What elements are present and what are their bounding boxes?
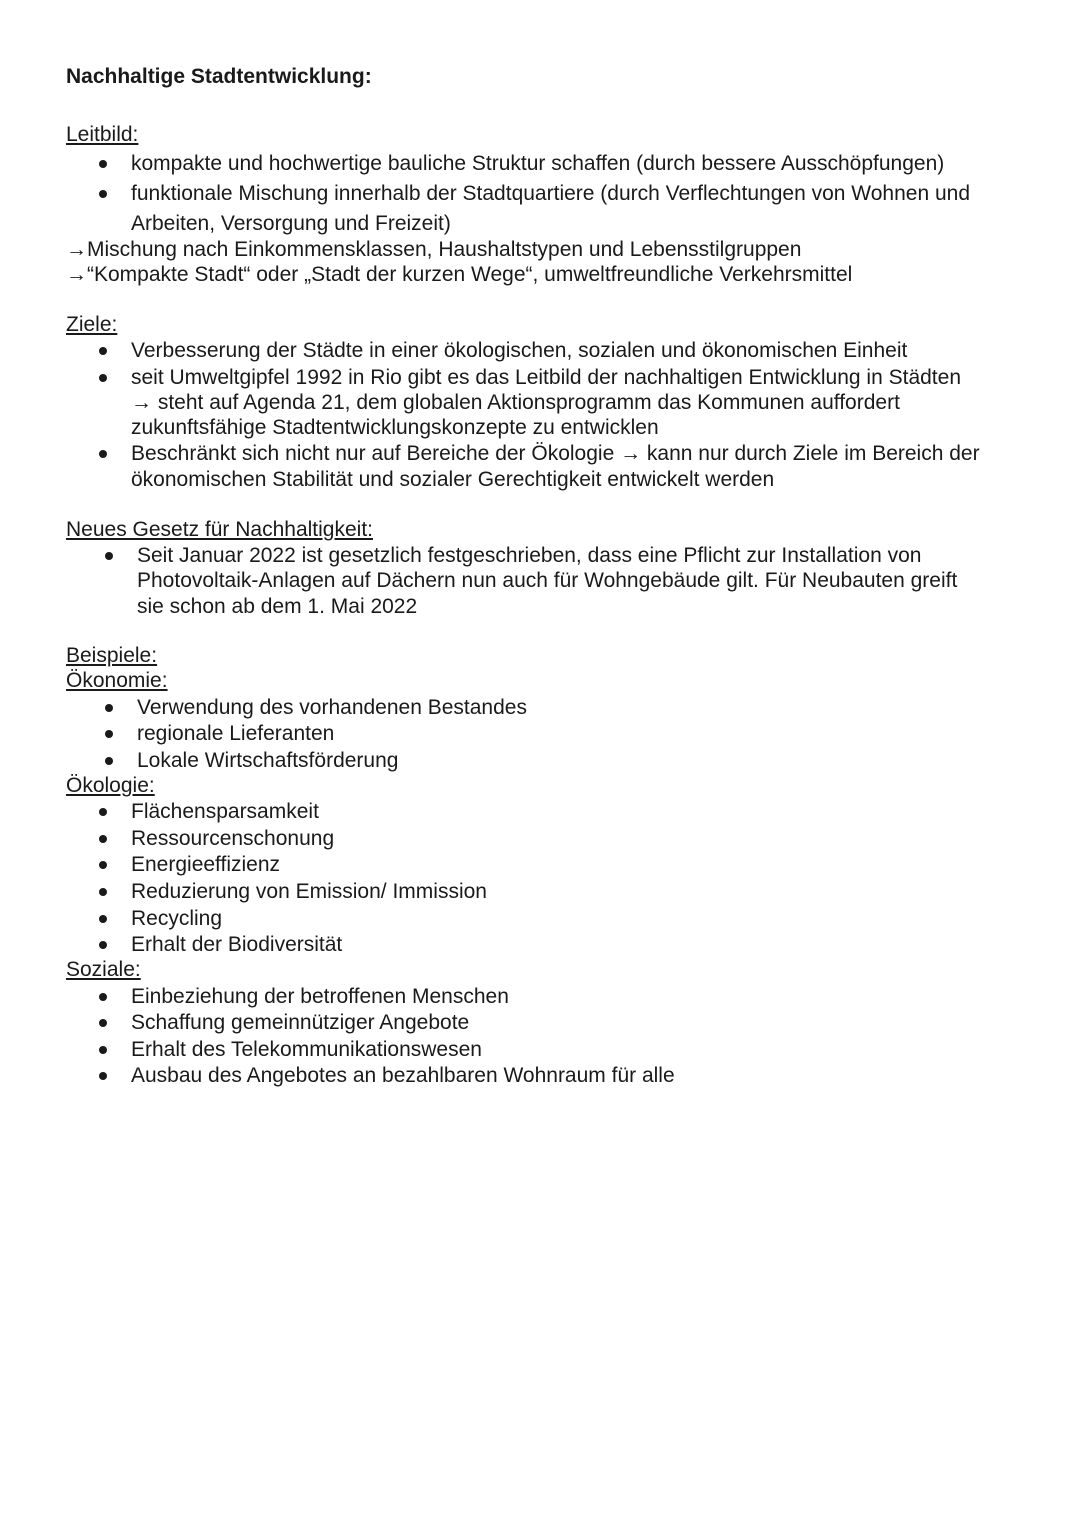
oekonomie-item: regionale Lieferanten [137, 722, 335, 745]
document-title: Nachhaltige Stadtentwicklung: [66, 65, 372, 88]
bullet-icon [99, 888, 107, 896]
soziale-item: Schaffung gemeinnütziger Angebote [131, 1011, 470, 1034]
ziele-line: Beschränkt sich nicht nur auf Bereiche der Ökologie → kann nur durch Ziele im Bereich der [131, 442, 980, 465]
bullet-icon [99, 160, 107, 168]
bullet-icon [99, 347, 107, 355]
leitbild-arrow-line: →Mischung nach Einkommensklassen, Haushaltstypen und Lebensstilgruppen [66, 238, 802, 261]
bullet-icon [99, 374, 107, 382]
bullet-icon [99, 915, 107, 923]
leitbild-bullet: kompakte und hochwertige bauliche Struktur schaffen (durch bessere Ausschöpfungen) [131, 152, 945, 175]
bullet-icon [105, 730, 113, 738]
leitbild-arrow-line: →“Kompakte Stadt“ oder „Stadt der kurzen Wege“, umweltfreundliche Verkehrsmittel [66, 263, 853, 286]
soziale-item: Erhalt des Telekommunikationswesen [131, 1038, 482, 1061]
bullet-icon [99, 1072, 107, 1080]
oekonomie-item: Verwendung des vorhandenen Bestandes [137, 696, 527, 719]
oekonomie-item: Lokale Wirtschaftsförderung [137, 749, 399, 772]
oekologie-item: Erhalt der Biodiversität [131, 933, 343, 956]
leitbild-bullet: funktionale Mischung innerhalb der Stadtquartiere (durch Verflechtungen von Wohnen und [131, 182, 970, 205]
soziale-heading: Soziale: [66, 958, 141, 981]
oekologie-item: Reduzierung von Emission/ Immission [131, 880, 487, 903]
bullet-icon [99, 1019, 107, 1027]
bullet-icon [99, 941, 107, 949]
bullet-icon [99, 835, 107, 843]
oekologie-item: Energieeffizienz [131, 853, 281, 876]
oekonomie-heading: Ökonomie: [66, 669, 168, 692]
gesetz-line: Photovoltaik-Anlagen auf Dächern nun auch für Wohngebäude gilt. Für Neubauten greift [137, 569, 958, 592]
bullet-icon [105, 552, 113, 560]
soziale-item: Einbeziehung der betroffenen Menschen [131, 985, 509, 1008]
oekologie-heading: Ökologie: [66, 774, 155, 797]
leitbild-bullet-continuation: Arbeiten, Versorgung und Freizeit) [131, 212, 451, 235]
oekologie-item: Recycling [131, 907, 223, 930]
bullet-icon [105, 704, 113, 712]
leitbild-heading: Leitbild: [66, 123, 139, 146]
ziele-line: ökonomischen Stabilität und sozialer Gerechtigkeit entwickelt werden [131, 468, 775, 491]
bullet-icon [99, 190, 107, 198]
ziele-heading: Ziele: [66, 313, 118, 336]
ziele-line: Verbesserung der Städte in einer ökologischen, sozialen und ökonomischen Einheit [131, 339, 908, 362]
oekologie-item: Flächensparsamkeit [131, 800, 319, 823]
ziele-line: zukunftsfähige Stadtentwicklungskonzepte zu entwicklen [131, 416, 659, 439]
gesetz-line: Seit Januar 2022 ist gesetzlich festgeschrieben, dass eine Pflicht zur Installation von [137, 544, 922, 567]
gesetz-line: sie schon ab dem 1. Mai 2022 [137, 595, 418, 618]
bullet-icon [99, 450, 107, 458]
beispiele-heading: Beispiele: [66, 644, 158, 667]
bullet-icon [99, 1046, 107, 1054]
gesetz-heading: Neues Gesetz für Nachhaltigkeit: [66, 518, 373, 541]
bullet-icon [99, 808, 107, 816]
ziele-line: seit Umweltgipfel 1992 in Rio gibt es das Leitbild der nachhaltigen Entwicklung in Städten [131, 366, 961, 389]
soziale-item: Ausbau des Angebotes an bezahlbaren Wohnraum für alle [131, 1064, 675, 1087]
bullet-icon [99, 861, 107, 869]
oekologie-item: Ressourcenschonung [131, 827, 335, 850]
bullet-icon [105, 757, 113, 765]
bullet-icon [99, 993, 107, 1001]
ziele-line: → steht auf Agenda 21, dem globalen Aktionsprogramm das Kommunen auffordert [131, 391, 900, 414]
